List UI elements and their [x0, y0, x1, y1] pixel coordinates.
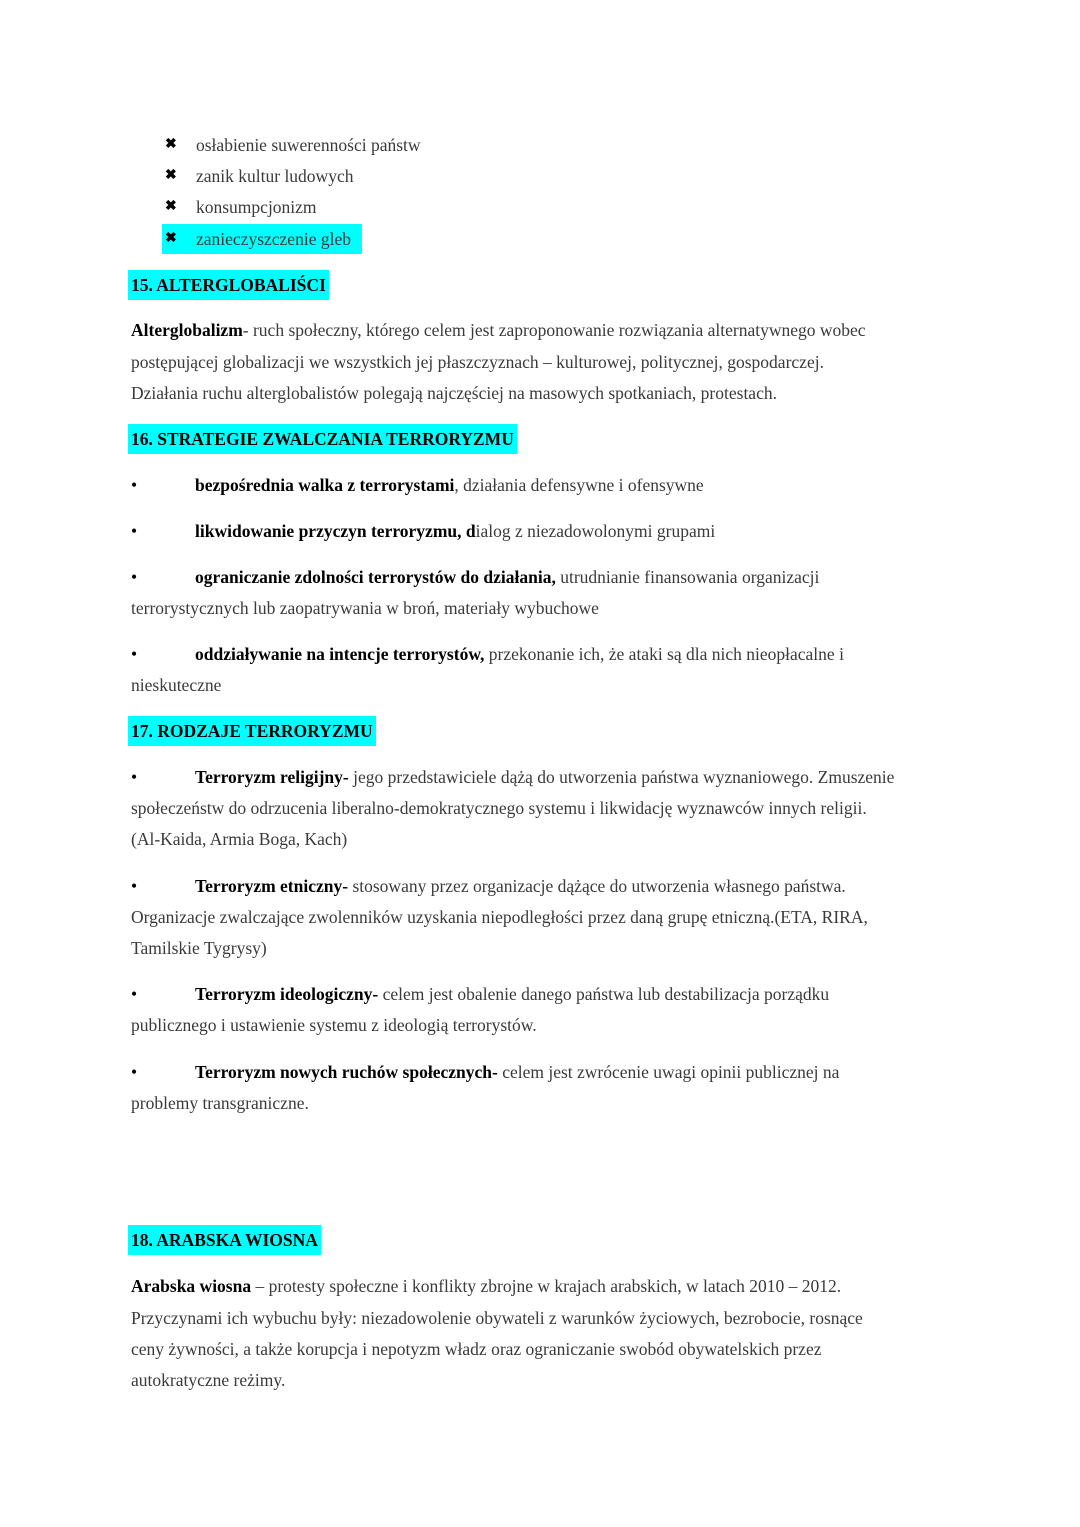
- bold-term: Alterglobalizm: [131, 320, 243, 340]
- line-text: [131, 598, 599, 618]
- line-text: [196, 224, 351, 254]
- line-text: [131, 907, 868, 927]
- bullet-icon: •: [131, 1062, 138, 1082]
- text-run: społeczeństw do odrzucenia liberalno-demokratycznego systemu i likwidację wyznawców innych religii.: [131, 798, 867, 818]
- bold-term: bezpośrednia walka z terrorystami: [195, 475, 455, 495]
- text-run: celem jest obalenie danego państwa lub destabilizacja porządku: [378, 984, 830, 1004]
- text-run: (Al-Kaida, Armia Boga, Kach): [131, 829, 348, 849]
- section-heading: [128, 716, 376, 746]
- line-text: [196, 163, 353, 189]
- x-mark-icon: ✖: [165, 168, 177, 183]
- line-text: [196, 194, 317, 220]
- paragraph-line: [131, 1090, 309, 1116]
- text-run: ialog z niezadowolonymi grupami: [475, 521, 716, 541]
- section-heading: [128, 424, 517, 454]
- text-run: 18. ARABSKA WIOSNA: [131, 1230, 318, 1250]
- text-run: konsumpcjonizm: [196, 197, 317, 217]
- line-text: [195, 1059, 839, 1085]
- line-text: [131, 275, 326, 295]
- paragraph-line: [131, 1336, 821, 1362]
- line-text: [131, 829, 347, 849]
- text-run: problemy transgraniczne.: [131, 1093, 309, 1113]
- line-text: [131, 1339, 821, 1359]
- bold-term: Terroryzm religijny-: [195, 767, 349, 787]
- bold-term: Arabska wiosna: [131, 1276, 252, 1296]
- line-text: [195, 873, 846, 899]
- line-text: [131, 1093, 309, 1113]
- text-run: Organizacje zwalczające zwolenników uzyskania niepodległości przez daną grupę etniczną.(ETA, RIRA,: [131, 907, 868, 927]
- line-text: [131, 352, 824, 372]
- text-run: Działania ruchu alterglobalistów polegają najczęściej na masowych spotkaniach, protestach.: [131, 383, 777, 403]
- text-run: jego przedstawiciele dążą do utworzenia państwa wyznaniowego. Zmuszenie: [348, 767, 895, 787]
- bullet-icon: •: [131, 767, 138, 787]
- bullet-icon: •: [131, 475, 138, 495]
- bullet-icon: •: [131, 876, 138, 896]
- text-run: 16. STRATEGIE ZWALCZANIA TERRORYZMU: [131, 429, 514, 449]
- paragraph-line: [131, 1273, 841, 1299]
- x-mark-icon: ✖: [165, 199, 177, 214]
- bold-term: oddziaływanie na intencje terrorystów,: [195, 644, 485, 664]
- bullet-icon: •: [131, 644, 138, 664]
- text-run: 17. RODZAJE TERRORYZMU: [131, 721, 373, 741]
- line-text: [131, 1015, 537, 1035]
- line-text: [195, 641, 844, 667]
- x-list-item: [162, 224, 362, 254]
- text-run: autokratyczne reżimy.: [131, 1370, 286, 1390]
- paragraph-line: [131, 904, 868, 930]
- paragraph-line: [131, 795, 867, 821]
- line-text: [196, 132, 421, 158]
- text-run: , działania defensywne i ofensywne: [454, 475, 704, 495]
- text-run: osłabienie suwerenności państw: [196, 135, 421, 155]
- line-text: [131, 320, 866, 340]
- line-text: [131, 1276, 841, 1296]
- line-text: [131, 675, 221, 695]
- text-run: terrorystycznych lub zaopatrywania w broń, materiały wybuchowe: [131, 598, 599, 618]
- paragraph-line: [131, 1367, 285, 1393]
- x-mark-icon: ✖: [165, 137, 177, 152]
- line-text: [131, 938, 267, 958]
- text-run: Tamilskie Tygrysy): [131, 938, 267, 958]
- text-run: zanik kultur ludowych: [196, 166, 354, 186]
- line-text: [131, 1230, 318, 1250]
- section-heading: [128, 270, 329, 300]
- bullet-icon: •: [131, 984, 138, 1004]
- bold-term: Terroryzm nowych ruchów społecznych-: [195, 1062, 498, 1082]
- line-text: [131, 429, 514, 449]
- bullet-icon: •: [131, 521, 138, 541]
- line-text: [195, 764, 894, 790]
- line-text: [195, 981, 829, 1007]
- line-text: [195, 472, 704, 498]
- line-text: [131, 721, 373, 741]
- line-text: [195, 518, 715, 544]
- bold-term: Terroryzm etniczny-: [195, 876, 349, 896]
- text-run: przekonanie ich, że ataki są dla nich nieopłacalne i: [484, 644, 844, 664]
- line-text: [131, 1370, 285, 1390]
- text-run: zanieczyszczenie gleb: [196, 229, 351, 249]
- text-run: postępującej globalizacji we wszystkich jej płaszczyznach – kulturowej, politycznej, gospodarczej.: [131, 352, 824, 372]
- line-text: [195, 564, 819, 590]
- text-run: utrudnianie finansowania organizacji: [555, 567, 820, 587]
- paragraph-line: [131, 826, 347, 852]
- paragraph-line: [131, 595, 599, 621]
- text-run: publicznego i ustawienie systemu z ideologią terrorystów.: [131, 1015, 537, 1035]
- paragraph-line: [131, 935, 267, 961]
- bold-term: likwidowanie przyczyn terroryzmu, d: [195, 521, 476, 541]
- bold-term: ograniczanie zdolności terrorystów do działania,: [195, 567, 556, 587]
- paragraph-line: [131, 1012, 537, 1038]
- paragraph-line: [131, 380, 777, 406]
- bullet-icon: •: [131, 567, 138, 587]
- paragraph-line: [131, 349, 824, 375]
- text-run: stosowany przez organizacje dążące do utworzenia własnego państwa.: [348, 876, 846, 896]
- line-text: [131, 383, 777, 403]
- text-run: ceny żywności, a także korupcja i nepotyzm władz oraz ograniczanie swobód obywatelskich przez: [131, 1339, 822, 1359]
- paragraph-line: [131, 317, 866, 343]
- x-mark-icon: ✖: [165, 231, 177, 246]
- section-heading: [128, 1225, 321, 1255]
- paragraph-line: [131, 1305, 863, 1331]
- line-text: [131, 1308, 863, 1328]
- text-run: - ruch społeczny, którego celem jest zaproponowanie rozwiązania alternatywnego wobec: [242, 320, 866, 340]
- line-text: [131, 798, 867, 818]
- paragraph-line: [131, 672, 221, 698]
- bold-term: Terroryzm ideologiczny-: [195, 984, 379, 1004]
- text-run: – protesty społeczne i konflikty zbrojne w krajach arabskich, w latach 2010 – 2012.: [251, 1276, 842, 1296]
- text-run: celem jest zwrócenie uwagi opinii publicznej na: [497, 1062, 840, 1082]
- text-run: nieskuteczne: [131, 675, 222, 695]
- text-run: Przyczynami ich wybuchu były: niezadowolenie obywateli z warunków życiowych, bezrobocie, rosnące: [131, 1308, 863, 1328]
- text-run: 15. ALTERGLOBALIŚCI: [131, 275, 326, 295]
